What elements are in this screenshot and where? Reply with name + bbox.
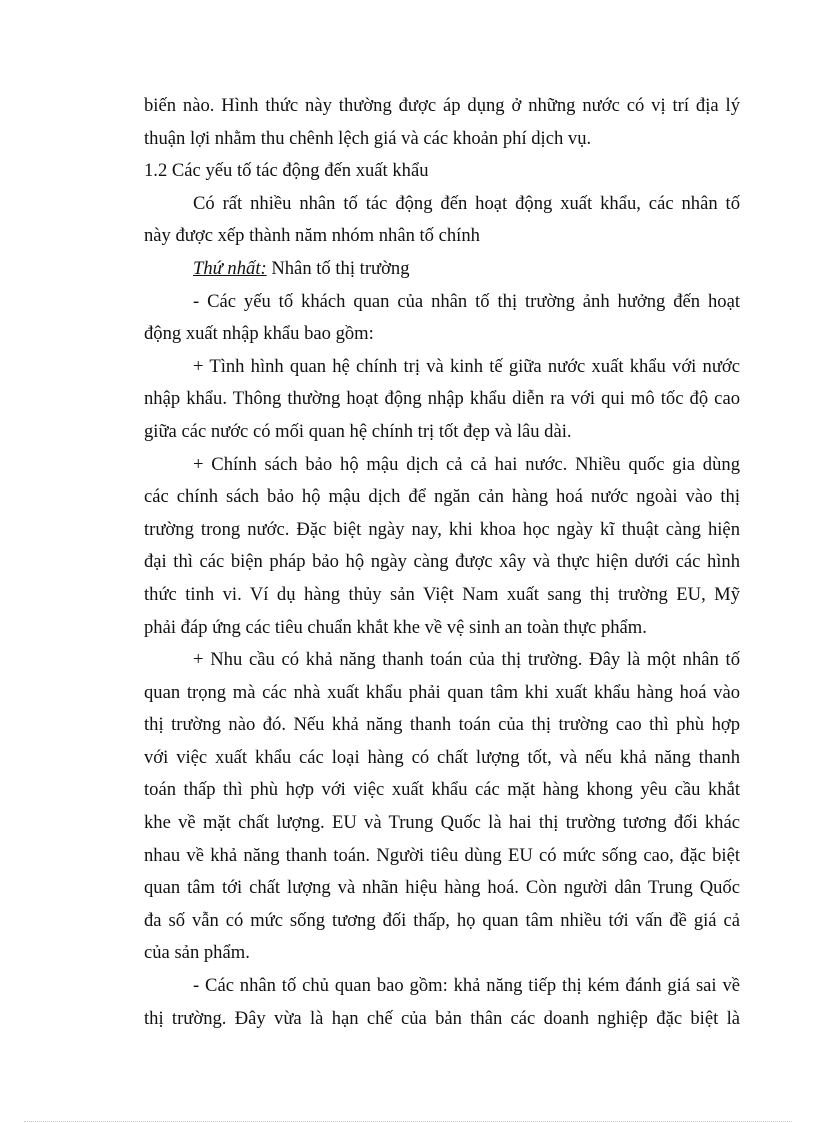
text-line (144, 351, 740, 384)
document-body (144, 90, 740, 1035)
line-text: động xuất nhập khẩu bao gồm: (144, 323, 374, 345)
line-text: 1.2 Các yếu tố tác động đến xuất khẩu (144, 160, 429, 182)
line-text: này được xếp thành năm nhóm nhân tố chính (144, 225, 480, 247)
line-text: các chính sách bảo hộ mậu dịch để ngăn cản hàng hoá nước ngoài vào thị (144, 486, 740, 508)
text-line (144, 90, 740, 123)
line-text: quan trọng mà các nhà xuất khẩu phải quan tâm khi xuất khẩu hàng hoá vào (144, 681, 740, 703)
text-line (144, 612, 740, 645)
line-text: khe về mặt chất lượng. EU và Trung Quốc là hai thị trường tương đối khác (144, 812, 740, 834)
text-line (144, 579, 740, 612)
line-text: - Các nhân tố chủ quan bao gồm: khả năng tiếp thị kém đánh giá sai về (193, 975, 740, 997)
text-line (144, 416, 740, 449)
text-line (144, 807, 740, 840)
text-line (144, 1003, 740, 1036)
text-line (144, 318, 740, 351)
text-line (144, 123, 740, 156)
text-line (144, 709, 740, 742)
text-line (144, 742, 740, 775)
line-text: phải đáp ứng các tiêu chuẩn khắt khe về vệ sinh an toàn thực phẩm. (144, 616, 647, 638)
text-line (144, 220, 740, 253)
line-text: đa số vẫn có mức sống tương đối thấp, họ quan tâm nhiều tới vấn đề giá cả (144, 909, 740, 931)
text-line (144, 677, 740, 710)
line-text: + Chính sách bảo hộ mậu dịch cả cả hai nước. Nhiều quốc gia dùng (193, 453, 740, 475)
line-text: nhập khẩu. Thông thường hoạt động nhập khẩu diễn ra với qui mô tốc độ cao (144, 388, 740, 410)
line-text: thị trường. Đây vừa là hạn chế của bản thân các doanh nghiệp đặc biệt là (144, 1007, 740, 1029)
line-text: + Nhu cầu có khả năng thanh toán của thị trường. Đây là một nhân tố (193, 649, 740, 671)
line-text: với việc xuất khẩu các loại hàng có chất lượng tốt, và nếu khả năng thanh (144, 746, 740, 768)
line-text: quan tâm tới chất lượng và nhãn hiệu hàng hoá. Còn người dân Trung Quốc (144, 877, 740, 899)
line-text: - Các yếu tố khách quan của nhân tố thị trường ảnh hưởng đến hoạt (193, 290, 740, 312)
text-line (144, 253, 740, 286)
text-line (144, 970, 740, 1003)
line-text: của sản phẩm. (144, 942, 250, 964)
line-text: đại thì các biện pháp bảo hộ ngày càng được xây và thực hiện dưới các hình (144, 551, 740, 573)
text-line (144, 449, 740, 482)
text-line (144, 840, 740, 873)
text-line (144, 514, 740, 547)
text-line (144, 905, 740, 938)
line-text: Có rất nhiều nhân tố tác động đến hoạt động xuất khẩu, các nhân tố (193, 192, 740, 214)
text-line (144, 872, 740, 905)
text-line (144, 481, 740, 514)
text-line (144, 383, 740, 416)
text-line (144, 644, 740, 677)
line-text: thuận lợi nhằm thu chênh lệch giá và các khoản phí dịch vụ. (144, 127, 592, 149)
line-text: Nhân tố thị trường (266, 257, 410, 279)
line-text: + Tình hình quan hệ chính trị và kinh tế giữa nước xuất khẩu với nước (193, 355, 740, 377)
text-line (144, 546, 740, 579)
text-line (144, 937, 740, 970)
line-text: trường trong nước. Đặc biệt ngày nay, khi khoa học ngày kĩ thuật càng hiện (144, 518, 740, 540)
text-line (144, 188, 740, 221)
line-text: nhau về khả năng thanh toán. Người tiêu dùng EU có mức sống cao, đặc biệt (144, 844, 740, 866)
line-text: giữa các nước có mối quan hệ chính trị tốt đẹp và lâu dài. (144, 420, 572, 442)
text-line (144, 774, 740, 807)
line-text: thị trường nào đó. Nếu khả năng thanh toán của thị trường cao thì phù hợp (144, 714, 740, 736)
line-text: toán thấp thì phù hợp với việc xuất khẩu các mặt hàng khong yêu cầu khắt (144, 779, 740, 801)
page-bottom-dotted-border (24, 1121, 792, 1122)
line-text: biến nào. Hình thức này thường được áp dụng ở những nước có vị trí địa lý (144, 95, 740, 116)
section-label: Thứ nhất: (193, 257, 267, 279)
text-line (144, 155, 740, 188)
line-text: thức tinh vi. Ví dụ hàng thủy sản Việt Nam xuất sang thị trường EU, Mỹ (144, 583, 740, 605)
text-line (144, 286, 740, 319)
